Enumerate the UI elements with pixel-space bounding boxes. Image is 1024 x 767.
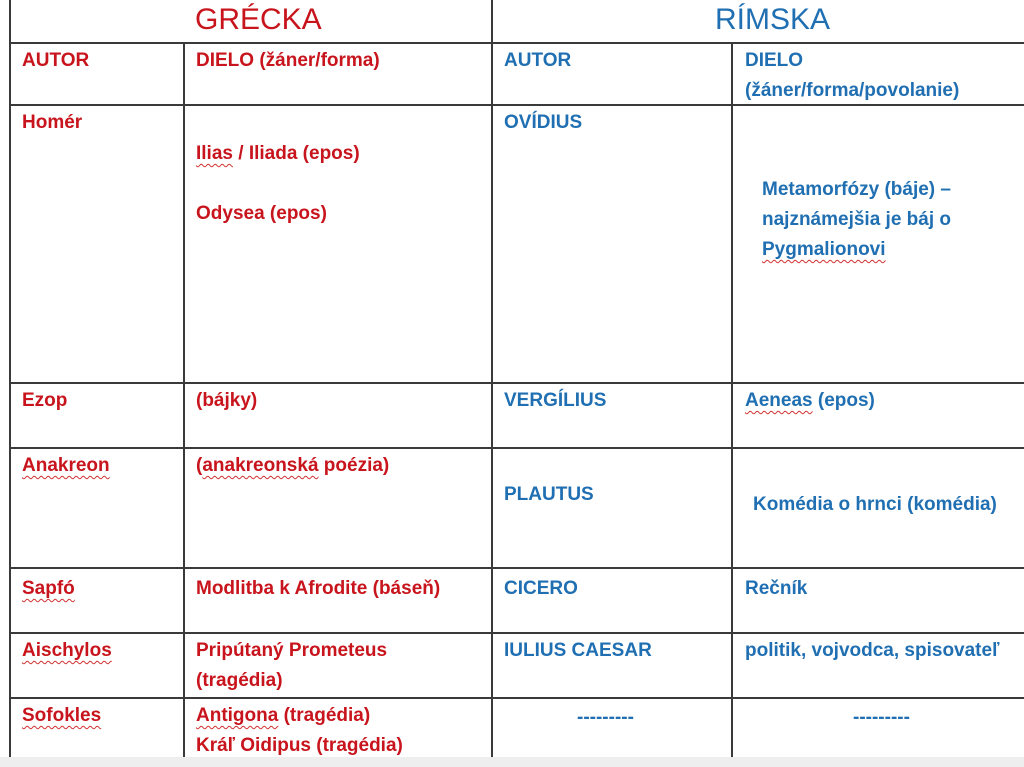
roman-work-metamorphoses-3: Pygmalionovi	[762, 239, 886, 260]
greek-author-column-header: AUTOR	[22, 50, 90, 71]
greek-work-prometheus-2: (tragédia)	[196, 670, 283, 691]
greek-work-fables: (bájky)	[196, 390, 258, 411]
greek-work-anacreontic-rest: poézia)	[318, 455, 390, 476]
greek-work-antigone-rest: (tragédia)	[278, 705, 371, 726]
roman-work-column-header-sub: (žáner/forma/povolanie)	[745, 80, 960, 101]
grid-line-header	[9, 42, 1024, 44]
greek-work-prometheus-1: Pripútaný Prometeus	[196, 640, 388, 661]
greek-author-ezop: Ezop	[22, 390, 68, 411]
roman-author-cicero: CICERO	[504, 578, 578, 599]
greek-work-anacreontic	[196, 451, 389, 481]
roman-work-pot-comedy: Komédia o hrnci (komédia)	[753, 494, 997, 515]
grid-line-row4	[9, 632, 1024, 634]
greek-work-iliad	[196, 139, 360, 169]
misspelled-word: Antigona	[196, 705, 279, 726]
greek-author-aischylos: Aischylos	[22, 640, 112, 661]
roman-author-vergilius: VERGÍLIUS	[504, 390, 607, 411]
misspelled-word: Aeneas	[745, 390, 813, 411]
greek-work-iliad-rest: / Iliada (epos)	[232, 143, 360, 164]
greek-work-column-header: DIELO (žáner/forma)	[196, 50, 380, 71]
misspelled-word: anakreonská	[202, 455, 319, 476]
roman-author-empty-dashes: ---------	[577, 707, 634, 728]
grid-line-row2	[9, 447, 1024, 449]
greek-work-prayer: Modlitba k Afrodite (báseň)	[196, 578, 441, 599]
roman-author-caesar: IULIUS CAESAR	[504, 640, 652, 661]
grid-line-col1	[183, 42, 185, 757]
roman-work-aeneas	[745, 386, 875, 416]
grid-line-col3	[731, 42, 733, 757]
greek-work-anacreontic-open: (	[196, 455, 203, 476]
greek-work-odyssey: Odysea (epos)	[196, 203, 327, 224]
grid-line-row1	[9, 382, 1024, 384]
roman-author-plautus: PLAUTUS	[504, 484, 594, 505]
roman-work-empty-dashes: ---------	[853, 707, 910, 728]
roman-work-metamorphoses-2: najznámejšia je báj o	[762, 209, 952, 230]
grid-line-left	[9, 0, 11, 757]
grid-line-row5	[9, 697, 1024, 699]
greek-work-oedipus: Kráľ Oidipus (tragédia)	[196, 735, 403, 756]
roman-work-column-header: DIELO	[745, 50, 804, 71]
grid-line-row3	[9, 567, 1024, 569]
roman-author-ovidius: OVÍDIUS	[504, 112, 583, 133]
greek-work-antigone	[196, 701, 370, 731]
greek-author-homer: Homér	[22, 112, 83, 133]
greek-author-sapfo: Sapfó	[22, 578, 75, 599]
roman-header: RÍMSKA	[715, 3, 831, 36]
greek-author-sofokles: Sofokles	[22, 705, 102, 726]
roman-work-aeneas-rest: (epos)	[812, 390, 875, 411]
bottom-edge	[0, 757, 1024, 767]
grid-line-middle	[491, 0, 493, 757]
misspelled-word: Ilias	[196, 143, 233, 164]
roman-work-caesar: politik, vojvodca, spisovateľ	[745, 640, 1000, 661]
roman-author-column-header: AUTOR	[504, 50, 572, 71]
greek-header: GRÉCKA	[195, 3, 322, 36]
roman-work-metamorphoses-1: Metamorfózy (báje) –	[762, 179, 951, 200]
greek-author-anakreon: Anakreon	[22, 455, 110, 476]
roman-work-orator: Rečník	[745, 578, 808, 599]
